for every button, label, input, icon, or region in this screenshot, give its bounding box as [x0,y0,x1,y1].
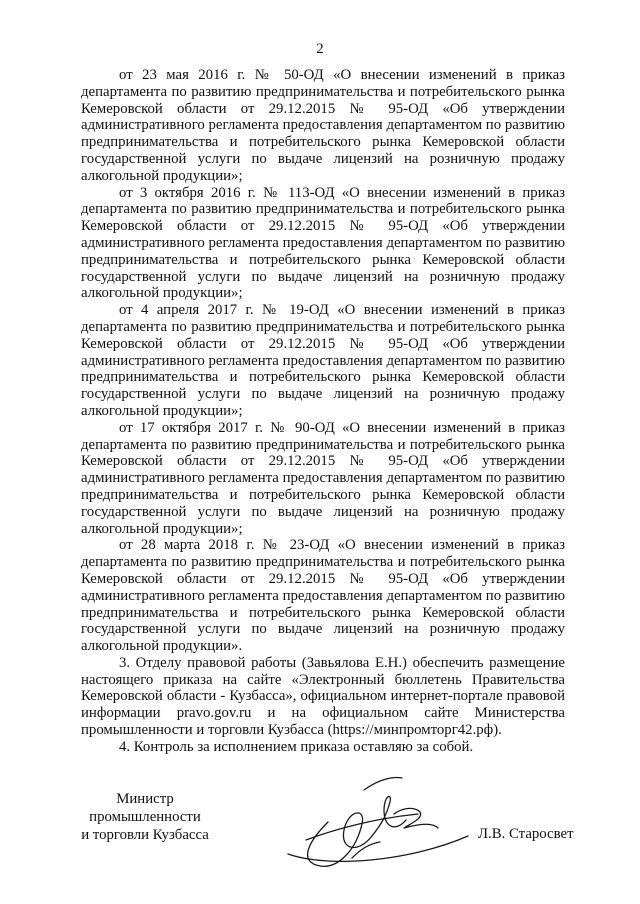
signatory-title-line-3: и торговли Кузбасса [81,827,209,843]
signatory-title [80,790,210,844]
paragraph-order-2018-23: от 28 марта 2018 г. № 23-ОД «О внесении изменений в приказ департамента по развитию предпринимательства и потребительского рынка Кемеровской области от 29.12.2015 № 95-ОД «Об утверждении административного регламента предоставления департаментом по развитию предпринимательства и потребительского рынка Кемеровской области государственной услуги по выдаче лицензий на розничную продажу алкогольной продукции». [81,537,565,655]
paragraph-order-2017-90: от 17 октября 2017 г. № 90-ОД «О внесении изменений в приказ департамента по развитию предпринимательства и потребительского рынка Кемеровской области от 29.12.2015 № 95-ОД «Об утверждении административного регламента предоставления департаментом по развитию предпринимательства и потребительского рынка Кемеровской области государственной услуги по выдаче лицензий на розничную продажу алкогольной продукции»; [81,419,565,537]
page-number: 2 [316,41,324,57]
paragraph-order-2016-113: от 3 октября 2016 г. № 113-ОД «О внесении изменений в приказ департамента по развитию предпринимательства и потребительского рынка Кемеровской области от 29.12.2015 № 95-ОД «Об утверждении административного регламента предоставления департаментом по развитию предпринимательства и потребительского рынка Кемеровской области государственной услуги по выдаче лицензий на розничную продажу алкогольной продукции»; [81,184,565,302]
paragraph-order-2017-19: от 4 апреля 2017 г. № 19-ОД «О внесении изменений в приказ департамента по развитию предпринимательства и потребительского рынка Кемеровской области от 29.12.2015 № 95-ОД «Об утверждении административного регламента предоставления департаментом по развитию предпринимательства и потребительского рынка Кемеровской области государственной услуги по выдаче лицензий на розничную продажу алкогольной продукции»; [81,302,565,419]
signatory-title-line-1: Министр [116,791,174,807]
handwritten-signature-icon [268,762,478,882]
paragraph-order-2016-50: от 23 мая 2016 г. № 50-ОД «О внесении изменений в приказ департамента по развитию предпринимательства и потребительского рынка Кемеровской области от 29.12.2015 № 95-ОД «Об утверждении административного регламента предоставления департаментом по развитию предпринимательства и потребительского рынка Кемеровской области государственной услуги по выдаче лицензий на розничную продажу алкогольной продукции»; [81,67,565,184]
paragraph-control: 4. Контроль за исполнением приказа оставляю за собой. [119,738,474,755]
signatory-name: Л.В. Старосвет [478,826,574,842]
document-body [81,67,565,756]
signatory-title-line-2: промышленности [89,809,201,825]
paragraph-publication: 3. Отделу правовой работы (Завьялова Е.Н.) обеспечить размещение настоящего приказа на сайте «Электронный бюллетень Правительства Кемеровской области - Кузбасса», официальном интернет-портале правовой информации pravo.gov.ru и на официальном сайте Министерства промышленности и торговли Кузбасса (https://минпромторг42.рф). [81,654,565,739]
